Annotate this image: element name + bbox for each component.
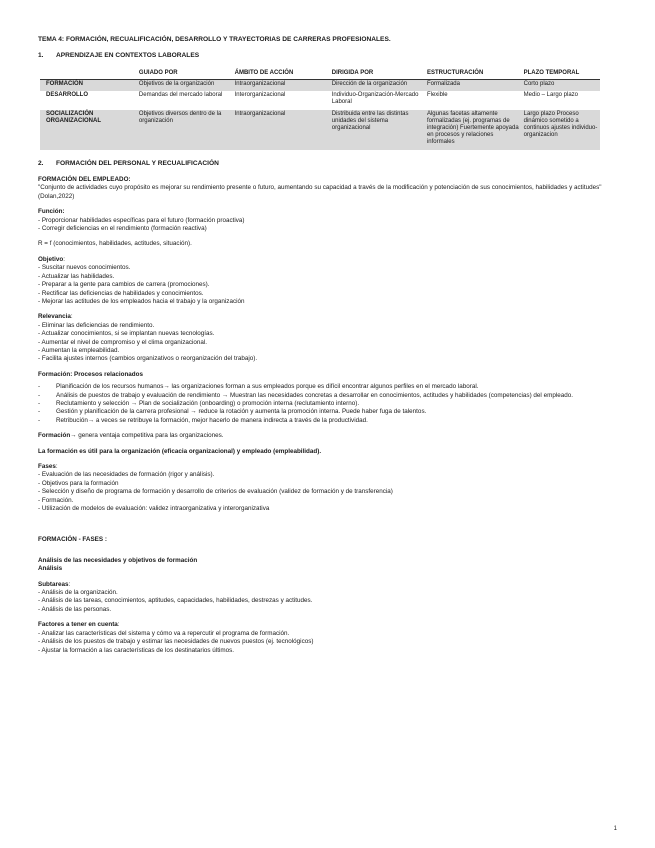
- subtareas-block: [38, 581, 618, 615]
- table-cell: Objetivos de la organización: [137, 80, 233, 92]
- procesos-heading: Formación: Procesos relacionados: [38, 370, 143, 378]
- list-item: - Gestión y planificación de la carrera profesional → reduce la rotación y aumenta la promoción interna. Puede haber fuga de talentos.: [38, 408, 618, 416]
- list-item: - Análisis de las tareas, conocimientos, aptitudes, capacidades, habilidades, destrezas y actitudes.: [38, 597, 313, 605]
- list-item: - Facilita ajustes internos (cambios organizativos o reorganización del trabajo).: [38, 355, 258, 363]
- table-header: GUIADO POR: [137, 69, 233, 80]
- funcion-heading: Función:: [38, 208, 65, 216]
- table-row: [40, 80, 600, 92]
- empleado-block: [38, 176, 618, 201]
- table-row: [40, 91, 600, 109]
- document-page: [38, 36, 618, 662]
- table-header: [40, 69, 137, 80]
- list-item: - Suscitar nuevos conocimientos.: [38, 264, 131, 272]
- list-item: - Planificación de los recursos humanos→ las organizaciones forman a sus empleados porque es difícil encontrar algunos perfiles en el mercado laboral.: [38, 383, 618, 391]
- list-item: - Proporcionar habilidades específicas para el futuro (formación proactiva): [38, 216, 245, 224]
- table-cell: Intraorganizacional: [233, 80, 330, 92]
- list-item: - Formación.: [38, 496, 74, 504]
- table-header-row: [40, 69, 600, 80]
- formula-text: R = f (conocimientos, habilidades, actitudes, situación).: [38, 240, 192, 248]
- list-item: - Actualizar conocimientos, si se implantan nuevas tecnologías.: [38, 330, 215, 338]
- table-cell: Intraorganizacional: [233, 110, 330, 150]
- section-number: 2.: [38, 159, 44, 167]
- table-cell: Formalizada: [425, 80, 522, 92]
- table-header: ÁMBITO DE ACCIÓN: [233, 69, 330, 80]
- heading-colon: :: [70, 313, 73, 321]
- formula-block: [38, 240, 618, 248]
- analisis-block: [38, 557, 618, 574]
- section-title: FORMACIÓN DEL PERSONAL Y RECUALIFICACIÓN: [56, 159, 219, 167]
- table-cell: Individuo-Organización-Mercado Laboral: [331, 92, 419, 106]
- list-item: - Utilización de modelos de evaluación: validez intraorganizativa y interorganizativa: [38, 505, 270, 513]
- comparison-table: [40, 69, 600, 150]
- list-item: - Aumentar el nivel de compromiso y el clima organizacional.: [38, 338, 208, 346]
- list-item: - Rectificar las deficiencias de habilidades y conocimientos.: [38, 289, 204, 297]
- list-item: - Eliminar las deficiencias de rendimiento.: [38, 321, 155, 329]
- document-title: TEMA 4: FORMACIÓN, RECUALIFICACIÓN, DESARROLLO Y TRAYECTORIAS DE CARRERAS PROFESIONALES.: [38, 36, 391, 43]
- procesos-list: [38, 383, 618, 425]
- section-title: APRENDIZAJE EN CONTEXTOS LABORALES: [56, 52, 200, 60]
- list-item: - Aumentan la empleabilidad.: [38, 346, 120, 354]
- subtareas-heading: Subtareas: [38, 580, 69, 588]
- funcion-block: [38, 208, 618, 233]
- heading-colon: :: [63, 255, 65, 263]
- table-row-header: DESARROLLO: [46, 92, 88, 99]
- list-item: - Analizar las características del sistema y cómo va a repercutir el programa de formación.: [38, 629, 290, 637]
- list-item: - Mejorar las actitudes de los empleados hacia el trabajo y la organización: [38, 297, 245, 305]
- fases-block: [38, 463, 618, 513]
- section-2-heading: [38, 160, 618, 168]
- factores-block: [38, 621, 618, 655]
- table-header: PLAZO TEMPORAL: [522, 69, 600, 80]
- table-cell: Objetivos diversos dentro de la organización: [137, 110, 233, 150]
- formacion-rest: → genera ventaja competitiva para las organizaciones.: [70, 432, 224, 440]
- formacion-bold: Formación: [38, 432, 71, 440]
- list-item: - Reclutamiento y selección → Plan de socialización (onboarding) o promoción interna (reclutamiento interno).: [38, 400, 618, 408]
- table-cell: Dirección de la organización: [330, 80, 425, 92]
- list-item: - Selección y diseño de programa de formación y desarrollo de criterios de evaluación (validez de formación y de transferencia): [38, 488, 393, 496]
- section-number: 1.: [38, 52, 44, 60]
- table-cell: Distribuida entre las distintas unidades del sistema organizacional: [330, 110, 425, 150]
- empleado-heading: FORMACIÓN DEL EMPLEADO:: [38, 176, 131, 184]
- table-cell: Interorganizacional: [234, 92, 286, 99]
- table-header: ESTRUCTURACIÓN: [425, 69, 522, 80]
- heading-colon: :: [117, 621, 120, 629]
- fases-heading: Fases: [38, 463, 56, 471]
- table-cell: Medio – Largo plazo: [523, 92, 579, 99]
- objetivo-heading: Objetivo: [38, 255, 64, 263]
- table-row-header: SOCIALIZACIÓN ORGANIZACIONAL: [40, 110, 137, 150]
- fases-title: FORMACIÓN - FASES :: [38, 536, 107, 544]
- table-cell: Demandas del mercado laboral: [138, 92, 223, 99]
- table-cell: Corto plazo: [522, 80, 600, 92]
- list-item: - Análisis de puestos de trabajo y evaluación de rendimiento → Muestran las necesidades concretas a desarrollar en conocimientos, actitudes y habilidades (competencias) del empleado.: [38, 392, 618, 400]
- page-number: 1: [613, 826, 617, 832]
- list-item: - Preparar a la gente para cambios de carrera (promociones).: [38, 281, 210, 289]
- fases-title-block: [38, 536, 618, 544]
- relevancia-heading: Relevancia: [38, 313, 71, 321]
- objetivo-block: [38, 256, 618, 306]
- section-1-heading: [38, 52, 618, 60]
- relevancia-block: [38, 313, 618, 363]
- analisis-line: Análisis de las necesidades y objetivos de formación: [38, 556, 198, 564]
- heading-colon: :: [55, 463, 58, 471]
- list-item: - Evaluación de las necesidades de formación (rigor y análisis).: [38, 471, 215, 479]
- factores-heading: Factores a tener en cuenta: [38, 621, 118, 629]
- list-item: - Retribución→ a veces se retribuye la formación, mejor hacerlo de manera indirecta a través de la productividad.: [38, 417, 618, 425]
- list-item: - Objetivos para la formación: [38, 479, 119, 487]
- table-cell: Algunas facetas altamente formalizadas (ej. programas de integración) Fuertemente apoyada en procesos y relaciones informales: [425, 110, 522, 150]
- util-block: [38, 448, 618, 456]
- list-item: - Corregir deficiencias en el rendimiento (formación reactiva): [38, 225, 207, 233]
- procesos-block: [38, 371, 618, 425]
- table-cell: Flexible: [426, 92, 448, 99]
- table-header: DIRIGIDA POR: [330, 69, 425, 80]
- util-line: La formación es útil para la organización (eficacia organizacional) y empleado (empleabilidad).: [38, 447, 322, 455]
- list-item: - Actualizar las habilidades.: [38, 272, 115, 280]
- list-item: - Análisis de la organización.: [38, 589, 118, 597]
- list-item: - Ajustar la formación a las características de los destinatarios últimos.: [38, 646, 234, 654]
- list-item: - Análisis de las personas.: [38, 605, 112, 613]
- table-row-header: FORMACIÓN: [40, 80, 137, 92]
- table-cell: Largo plazo Proceso dinámico sometido a continuos ajustes individuo-organizacion: [522, 110, 600, 150]
- empleado-quote: "Conjunto de actividades cuyo propósito es mejorar su rendimiento presente o futuro, aumentando su capacidad a través de la modificación y potenciación de sus conocimientos, habilidades y actitudes" (Dolan,2022): [38, 184, 602, 200]
- table-row: [40, 110, 600, 150]
- heading-colon: :: [68, 580, 71, 588]
- analisis-subline: Análisis: [38, 565, 63, 573]
- list-item: - Análisis de los puestos de trabajo y estimar las necesidades de nuevos puestos (ej. tecnológicos): [38, 638, 314, 646]
- formacion-ventaja: [38, 432, 618, 440]
